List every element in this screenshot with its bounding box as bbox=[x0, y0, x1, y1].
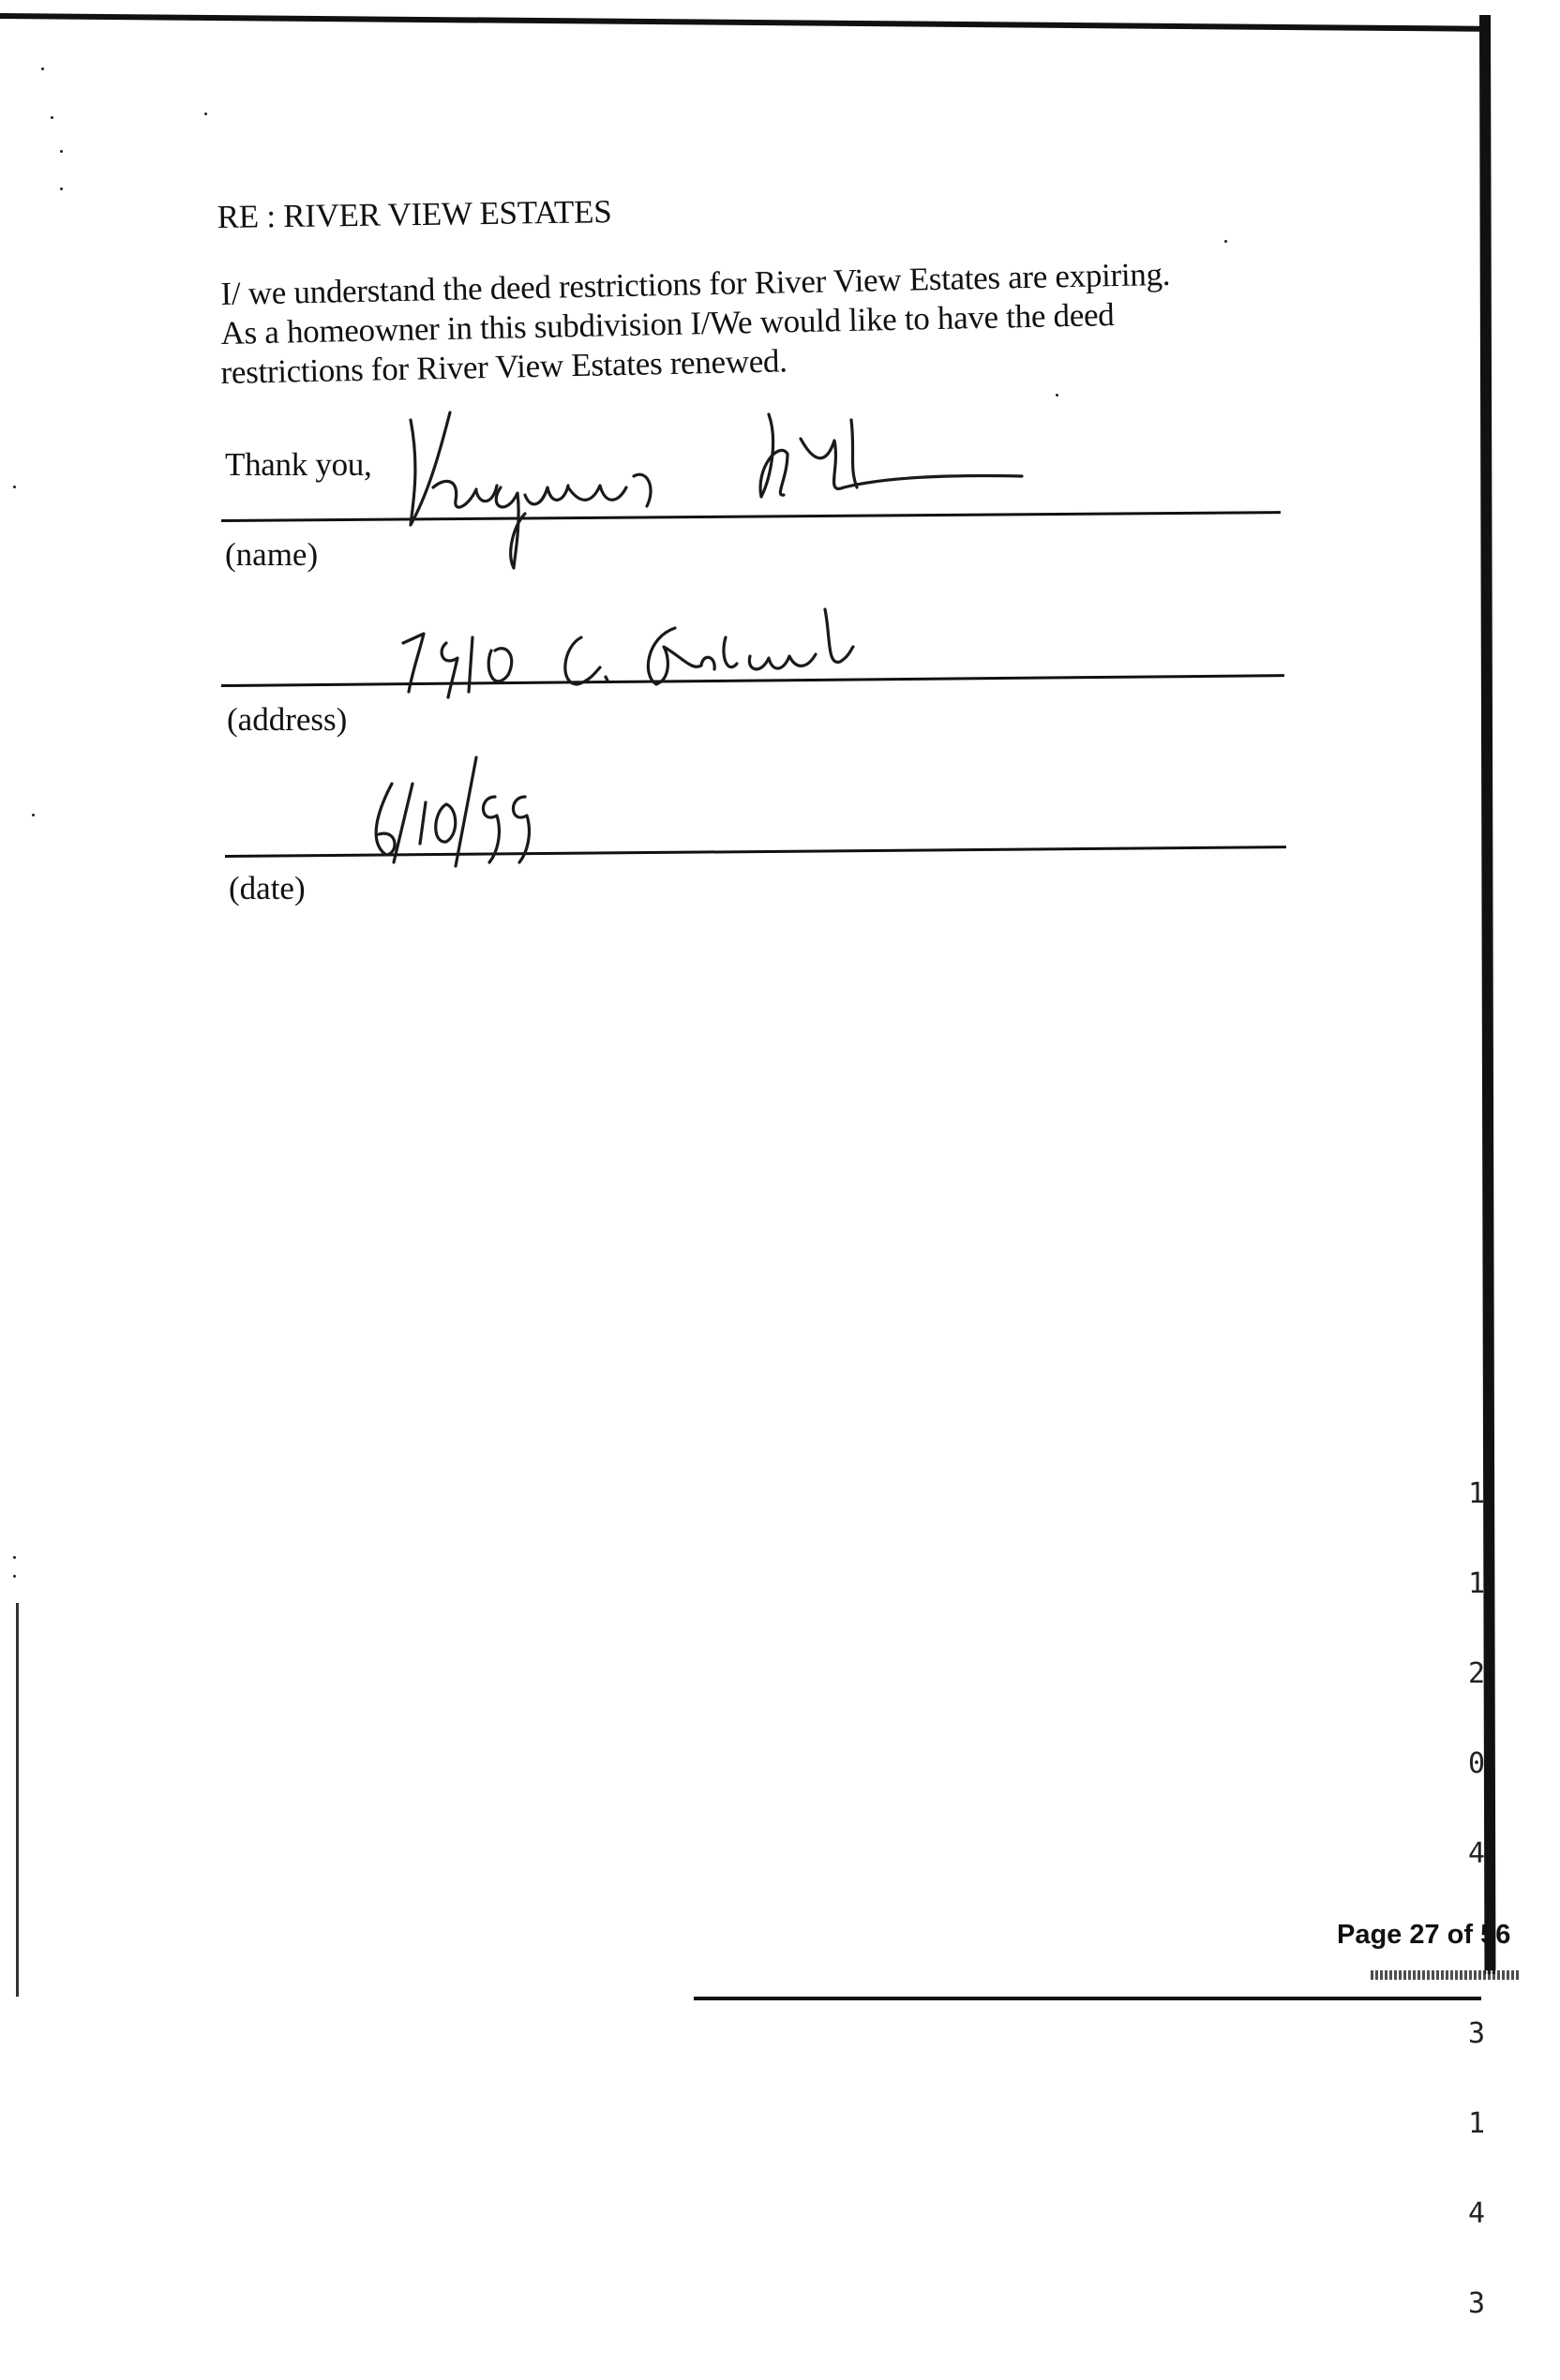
stamp-digit: 4 bbox=[1467, 1837, 1486, 1870]
body-line: restrictions for River View Estates renewed. bbox=[220, 342, 788, 392]
stamp-digit: 4 bbox=[1467, 2197, 1486, 2230]
scan-speck bbox=[1224, 240, 1227, 243]
subject-line: RE : RIVER VIEW ESTATES bbox=[217, 193, 612, 236]
footer-scan-artifact bbox=[1371, 1970, 1521, 1980]
name-signature-line bbox=[221, 511, 1281, 522]
scan-speck bbox=[32, 814, 35, 816]
stamp-digit: 0 bbox=[1467, 1747, 1486, 1780]
scan-speck bbox=[13, 1575, 16, 1578]
scan-border-top bbox=[0, 13, 1491, 32]
handwritten-name-signature bbox=[411, 412, 1022, 568]
scan-speck bbox=[13, 1556, 16, 1559]
stamp-digit: 1 bbox=[1467, 1477, 1486, 1510]
body-line: As a homeowner in this subdivision I/We would like to have the deed bbox=[220, 296, 1115, 352]
date-signature-line bbox=[225, 846, 1286, 858]
scan-border-bottom bbox=[694, 1997, 1481, 2000]
scan-speck bbox=[51, 116, 53, 119]
address-label: (address) bbox=[227, 701, 348, 738]
stamp-digit: 3 bbox=[1467, 2017, 1486, 2050]
date-label: (date) bbox=[229, 870, 306, 906]
page-number: Page 27 of 56 bbox=[1337, 1920, 1511, 1950]
scan-border-left bbox=[16, 1603, 19, 1997]
stamp-digit: 1 bbox=[1467, 1567, 1486, 1600]
address-signature-line bbox=[221, 674, 1284, 687]
scan-speck bbox=[60, 187, 63, 190]
stamp-digit: 2 bbox=[1467, 1657, 1486, 1690]
body-line: I/ we understand the deed restrictions for River View Estates are expiring. bbox=[220, 255, 1171, 313]
closing-text: Thank you, bbox=[225, 446, 372, 483]
scan-speck bbox=[60, 150, 63, 153]
scan-speck bbox=[41, 67, 44, 70]
handwritten-date bbox=[376, 757, 529, 866]
scan-speck bbox=[1056, 394, 1058, 397]
document-stamp-number bbox=[1462, 1419, 1491, 2379]
name-label: (name) bbox=[225, 536, 319, 573]
stamp-digit: 3 bbox=[1467, 2287, 1486, 2320]
scan-speck bbox=[204, 112, 207, 115]
stamp-digit: 1 bbox=[1467, 2107, 1486, 2140]
scan-speck bbox=[13, 486, 16, 488]
